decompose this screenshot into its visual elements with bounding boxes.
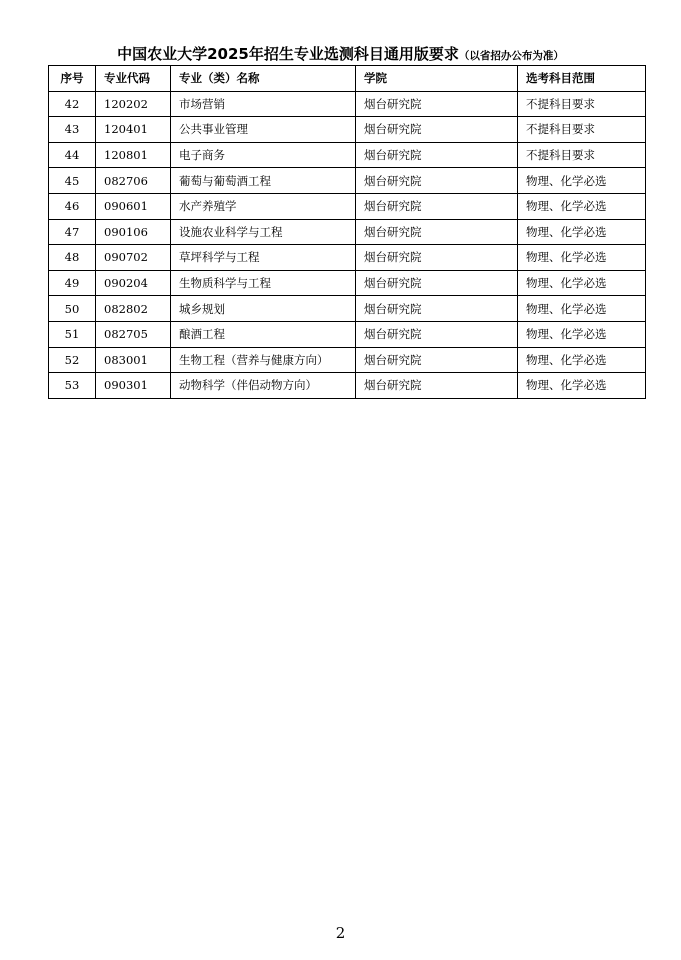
cell-index: 47 (49, 219, 96, 245)
cell-subject-requirement: 物理、化学必选 (518, 168, 646, 194)
cell-index: 43 (49, 117, 96, 143)
cell-subject-requirement: 物理、化学必选 (518, 219, 646, 245)
cell-major-name: 电子商务 (171, 142, 356, 168)
table-row (49, 142, 646, 168)
cell-major-name: 生物工程（营养与健康方向） (171, 347, 356, 373)
cell-index: 42 (49, 91, 96, 117)
cell-major-name: 生物质科学与工程 (171, 270, 356, 296)
majors-table (48, 65, 646, 399)
cell-major-name: 公共事业管理 (171, 117, 356, 143)
table-row (49, 91, 646, 117)
cell-major-code: 120202 (96, 91, 171, 117)
cell-index: 48 (49, 245, 96, 271)
cell-index: 50 (49, 296, 96, 322)
cell-index: 49 (49, 270, 96, 296)
table-header-row (49, 66, 646, 92)
header-cell-index: 序号 (49, 66, 96, 92)
cell-college: 烟台研究院 (356, 219, 518, 245)
table-row (49, 270, 646, 296)
cell-college: 烟台研究院 (356, 373, 518, 399)
header-cell-major-code: 专业代码 (96, 66, 171, 92)
title-main: 中国农业大学2025年招生专业选测科目通用版要求 (117, 45, 459, 63)
cell-major-code: 082802 (96, 296, 171, 322)
cell-college: 烟台研究院 (356, 296, 518, 322)
cell-subject-requirement: 物理、化学必选 (518, 373, 646, 399)
cell-major-code: 082706 (96, 168, 171, 194)
cell-college: 烟台研究院 (356, 168, 518, 194)
cell-subject-requirement: 物理、化学必选 (518, 270, 646, 296)
cell-college: 烟台研究院 (356, 193, 518, 219)
table-row (49, 373, 646, 399)
cell-major-code: 090106 (96, 219, 171, 245)
table-row (49, 321, 646, 347)
cell-index: 45 (49, 168, 96, 194)
cell-index: 53 (49, 373, 96, 399)
table-row (49, 245, 646, 271)
cell-major-name: 酿酒工程 (171, 321, 356, 347)
cell-major-code: 090204 (96, 270, 171, 296)
cell-college: 烟台研究院 (356, 91, 518, 117)
cell-major-name: 市场营销 (171, 91, 356, 117)
cell-major-code: 090702 (96, 245, 171, 271)
cell-college: 烟台研究院 (356, 142, 518, 168)
cell-college: 烟台研究院 (356, 321, 518, 347)
cell-major-code: 083001 (96, 347, 171, 373)
title-note: （以省招办公布为准） (458, 50, 564, 62)
cell-major-code: 090601 (96, 193, 171, 219)
cell-major-name: 葡萄与葡萄酒工程 (171, 168, 356, 194)
cell-index: 52 (49, 347, 96, 373)
table-row (49, 117, 646, 143)
cell-major-name: 水产养殖学 (171, 193, 356, 219)
cell-subject-requirement: 不提科目要求 (518, 91, 646, 117)
cell-subject-requirement: 物理、化学必选 (518, 193, 646, 219)
cell-subject-requirement: 物理、化学必选 (518, 347, 646, 373)
table-row (49, 296, 646, 322)
cell-subject-requirement: 物理、化学必选 (518, 321, 646, 347)
page-number: 2 (335, 924, 346, 942)
header-cell-college: 学院 (356, 66, 518, 92)
cell-college: 烟台研究院 (356, 347, 518, 373)
header-cell-major-name: 专业（类）名称 (171, 66, 356, 92)
table-row (49, 347, 646, 373)
cell-major-code: 120801 (96, 142, 171, 168)
cell-major-code: 082705 (96, 321, 171, 347)
table-row (49, 219, 646, 245)
header-cell-subject-requirement: 选考科目范围 (518, 66, 646, 92)
cell-major-name: 草坪科学与工程 (171, 245, 356, 271)
cell-subject-requirement: 物理、化学必选 (518, 245, 646, 271)
cell-major-name: 动物科学（伴侣动物方向） (171, 373, 356, 399)
cell-college: 烟台研究院 (356, 270, 518, 296)
cell-major-name: 设施农业科学与工程 (171, 219, 356, 245)
cell-college: 烟台研究院 (356, 245, 518, 271)
table-row (49, 168, 646, 194)
cell-index: 44 (49, 142, 96, 168)
cell-subject-requirement: 不提科目要求 (518, 142, 646, 168)
cell-major-name: 城乡规划 (171, 296, 356, 322)
cell-index: 51 (49, 321, 96, 347)
cell-major-code: 120401 (96, 117, 171, 143)
cell-college: 烟台研究院 (356, 117, 518, 143)
table-body (49, 91, 646, 398)
cell-index: 46 (49, 193, 96, 219)
cell-subject-requirement: 物理、化学必选 (518, 296, 646, 322)
cell-subject-requirement: 不提科目要求 (518, 117, 646, 143)
table-row (49, 193, 646, 219)
cell-major-code: 090301 (96, 373, 171, 399)
document-title (0, 44, 681, 66)
